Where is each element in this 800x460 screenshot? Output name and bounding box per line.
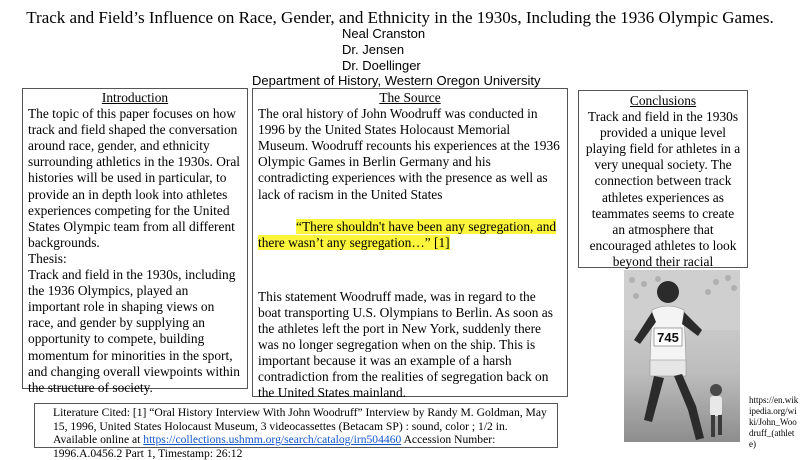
citation-text: Literature Cited: [1] “Oral History Interview With John Woodruff” Interview by Randy M. Goldman, May 15, 1996, United States Holocaust Museum, 3 videocassettes (Betacam SP) : sound, color ; 1/2 in. Available online at — [53, 406, 547, 447]
conclusions-section — [578, 90, 748, 268]
conclusions-body: Track and field in the 1930s provided a unique level playing field for athletes in a very unequal society. The connection between track athletes experiences as teammates seems to create an atmosphere that encouraged athletes to look beyond their racial — [585, 109, 741, 269]
thesis-label: Thesis: — [28, 250, 67, 266]
advisor-name: Dr. Doellinger — [342, 58, 421, 73]
runner-photo — [624, 270, 740, 442]
source-quote-block — [258, 219, 562, 251]
photo-credit: https://en.wikipedia.org/wiki/John_Woodruff_(athlete) — [749, 395, 799, 449]
source-paragraph-1: The oral history of John Woodruff was conducted in 1996 by the United States Holocaust Memorial Museum. Woodruff recounts his experiences at the 1936 Olympic Games in Berlin Germany and his contradicting experiences with the presence as well as lack of racism in the United States — [258, 106, 560, 202]
source-section — [252, 88, 568, 401]
citation-link[interactable]: https://collections.ushmm.org/search/catalog/irn504460 — [143, 433, 402, 447]
runner-photo-image — [624, 270, 740, 442]
introduction-heading: Introduction — [101, 90, 169, 105]
author-name: Neal Cranston — [342, 26, 426, 41]
department: Department of History, Western Oregon University — [252, 73, 541, 88]
thesis-body: Track and field in the 1930s, including the 1936 Olympics, played an important role in shaping views on race, and gender by supplying an opportunity to compete, building momentum for minorities in the sport, and changing overall viewpoints within the structure of society. — [28, 267, 240, 395]
source-paragraph-2: This statement Woodruff made, was in regard to the boat transporting U.S. Olympians to Berlin. As soon as the athletes left the port in New York, suddenly there was no longer segregation when on the ship. This is important because it was an example of a harsh contradiction from the realities of segregation back on the United States mainland. — [258, 288, 553, 401]
introduction-body: The topic of this paper focuses on how track and field shaped the conversation around race, gender, and ethnicity surrounding athletics in the 1930s. Oral histories will be used in particular, to provide an in depth look into athletes experiences competing for the United States Olympic team from all different backgrounds. — [28, 106, 240, 250]
bib-number: 745 — [657, 330, 679, 345]
literature-cited — [34, 403, 558, 460]
citation-accession: Accession Number: 1996.A.0456.2 Part 1, Timestamp: 26:12 — [53, 433, 496, 460]
source-heading: The Source — [379, 90, 441, 105]
advisor-name: Dr. Jensen — [342, 42, 405, 57]
introduction-section — [22, 88, 248, 395]
highlighted-quote: “There shouldn't have been any segregation, and there wasn’t any segregation…” [1] — [258, 218, 557, 250]
conclusions-heading: Conclusions — [629, 93, 697, 108]
poster-title: Track and Field’s Influence on Race, Gender, and Ethnicity in the 1930s, Including the 1936 Olympic Games. — [26, 8, 774, 27]
